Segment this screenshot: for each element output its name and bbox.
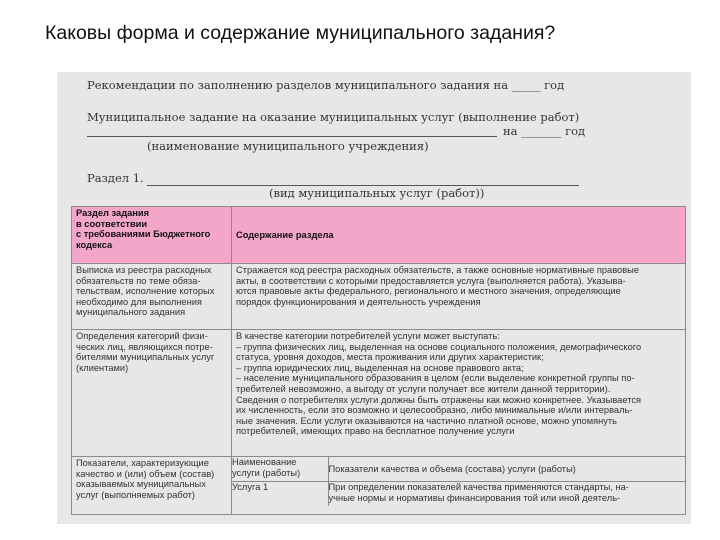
table-cell	[232, 330, 686, 457]
subtable-row	[232, 482, 685, 507]
cell-line: ные значения. Если услуги оказываются на частично платной основе, можно упомянуть	[236, 415, 618, 426]
subtable-header-service	[232, 457, 328, 482]
table-cell	[72, 264, 232, 330]
header-cell-section-line: в соответствии	[76, 218, 148, 229]
cell-line: Сведения о потребителях услуги должны быть отражены как можно конкретнее. Указывается	[236, 394, 642, 405]
cell-line: муниципального задания	[76, 307, 186, 318]
cell-line: порядок функционирования и деятельность учреждения	[236, 296, 481, 307]
cell-line: учные нормы и нормативы финансирования той или иной деятель-	[328, 492, 621, 503]
cell-line: их численность, если это возможно и целесообразно, либо минимальные и/или интерваль-	[236, 405, 633, 416]
cell-line: оказываемых муниципальных	[76, 479, 206, 490]
table-header-row	[72, 207, 686, 264]
doc-header-line1: Рекомендации по заполнению разделов муниципального задания на _____ год	[87, 78, 565, 92]
subtable-cell-service: Услуга 1	[232, 482, 328, 507]
cell-line: акты, в соответствии с которыми предоставляется услуга (выполняется работа). Указыва-	[236, 275, 626, 286]
indicators-subtable	[232, 457, 685, 506]
header-cell-section	[72, 207, 232, 264]
cell-line: (клиентами)	[76, 362, 129, 373]
cell-line: услуги (работы)	[232, 467, 301, 478]
cell-line: ческих лиц, являющихся потре-	[76, 341, 213, 352]
subtable-header-indicators: Показатели качества и объема (состава) услуги (работы)	[328, 457, 685, 482]
table-cell	[72, 457, 232, 515]
table-row	[72, 330, 686, 457]
doc-section-label: Раздел 1.	[87, 171, 144, 185]
cell-line: статуса, уровня доходов, места проживания или других характеристик;	[236, 352, 544, 363]
table-row	[72, 264, 686, 330]
cell-line: необходимо для выполнения	[76, 296, 202, 307]
cell-line: Выписка из реестра расходных	[76, 265, 212, 275]
cell-line: обязательств по теме обяза-	[76, 275, 201, 286]
cell-line: Наименование	[232, 457, 297, 467]
subtable-header-row	[232, 457, 685, 482]
header-cell-section-line: Раздел задания	[76, 208, 150, 218]
cell-line: бителями муниципальных услуг	[76, 352, 215, 363]
doc-header-line2: Муниципальное задание на оказание муниципальных услуг (выполнение работ)	[87, 110, 580, 124]
subtable-cell-description	[328, 482, 685, 507]
municipal-task-table	[71, 206, 686, 515]
cell-line: качество и (или) объем (состав)	[76, 468, 215, 479]
header-cell-content: Содержание раздела	[232, 207, 686, 264]
document-scan	[57, 72, 691, 524]
cell-line: Определения категорий физи-	[76, 331, 208, 341]
cell-line: Стражается код реестра расходных обязательств, а также основные нормативные правовые	[236, 265, 640, 275]
table-cell	[72, 330, 232, 457]
doc-header-line3-year: на _______ год	[503, 124, 586, 138]
cell-line: – группа физических лиц, выделенная на основе социального положения, демографического	[236, 341, 642, 352]
cell-line: В качестве категории потребителей услуги может выступать:	[236, 331, 500, 341]
doc-blank-line	[87, 136, 497, 137]
header-cell-section-line: кодекса	[76, 239, 113, 250]
cell-line: ются правовые акты федерального, регионального и местного значения, определяющие	[236, 286, 621, 297]
table-cell	[232, 264, 686, 330]
table-cell	[232, 457, 686, 515]
cell-line: услуг (выполняемых работ)	[76, 489, 196, 500]
cell-line: Показатели, характеризующие	[76, 458, 209, 468]
cell-line: При определении показателей качества применяются стандарты, на-	[328, 482, 629, 492]
cell-line: потребителей, имеющих право на бесплатное получение услуги	[236, 426, 515, 437]
slide-title: Каковы форма и содержание муниципального задания?	[45, 22, 556, 44]
doc-section-caption: (вид муниципальных услуг (работ))	[269, 186, 485, 200]
header-cell-section-line: с требованиями Бюджетного	[76, 229, 211, 240]
table-row	[72, 457, 686, 515]
cell-line: требителей невозможно, а выгоду от услуги получает все жители данной территории).	[236, 383, 611, 394]
cell-line: – население муниципального образования в целом (если выделение конкретной группы по-	[236, 373, 635, 384]
cell-line: тельствам, исполнение которых	[76, 286, 215, 297]
cell-line: – группа юридических лиц, выделенная на основе правового акта;	[236, 362, 524, 373]
doc-header-line4: (наименование муниципального учреждения)	[147, 139, 429, 153]
